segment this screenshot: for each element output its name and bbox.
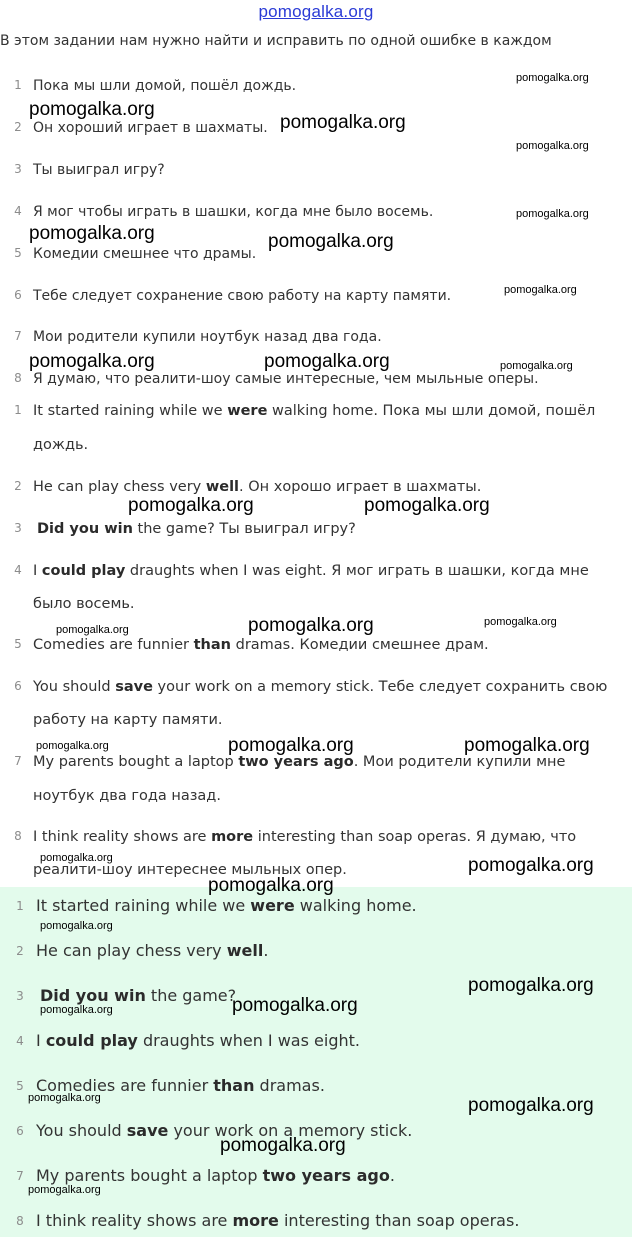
sentence-text: Пока мы шли домой, пошёл дождь. xyxy=(33,78,297,94)
item-number: 4 xyxy=(16,1034,24,1048)
corrected-word: could play xyxy=(45,1031,138,1050)
item-number: 5 xyxy=(16,1079,24,1093)
watermark: pomogalka.org xyxy=(208,875,334,896)
correction-text: I think reality shows are more interesting than soap operas. Я думаю, что xyxy=(33,829,577,845)
watermark: pomogalka.org xyxy=(264,351,390,372)
item-number: 3 xyxy=(14,521,22,535)
watermark: pomogalka.org xyxy=(232,995,358,1016)
corrected-word: than xyxy=(193,637,231,653)
sentence-text: Я мог чтобы играть в шашки, когда мне было восемь. xyxy=(33,204,434,220)
watermark: pomogalka.org xyxy=(36,740,109,752)
watermark: pomogalka.org xyxy=(228,735,354,756)
item-number: 6 xyxy=(14,679,22,693)
item-number: 2 xyxy=(16,944,24,958)
sentence-text: Он хороший играет в шахматы. xyxy=(33,120,268,136)
correction-text-cont: дождь. xyxy=(33,437,89,453)
corrected-word: were xyxy=(250,896,295,915)
sentence-text: Комедии смешнее что драмы. xyxy=(33,246,257,262)
correction-text-cont: работу на карту памяти. xyxy=(33,712,223,728)
sentence-text: Я думаю, что реалити-шоу самые интересные, чем мыльные оперы. xyxy=(33,371,539,387)
item-number: 8 xyxy=(16,1214,24,1228)
watermark: pomogalka.org xyxy=(516,72,589,84)
watermark: pomogalka.org xyxy=(516,140,589,152)
watermark: pomogalka.org xyxy=(268,231,394,252)
item-number: 7 xyxy=(16,1169,24,1183)
corrected-word: more xyxy=(232,1211,279,1230)
corrected-word: save xyxy=(115,679,153,695)
watermark: pomogalka.org xyxy=(40,852,113,864)
watermark: pomogalka.org xyxy=(56,624,129,636)
watermark: pomogalka.org xyxy=(504,284,577,296)
item-number: 7 xyxy=(14,329,22,343)
watermark: pomogalka.org xyxy=(364,495,490,516)
site-header-link[interactable]: pomogalka.org xyxy=(258,2,374,21)
item-number: 6 xyxy=(14,288,22,302)
answer-text: You should save your work on a memory stick. xyxy=(36,1121,413,1140)
correction-text-cont: было восемь. xyxy=(33,596,135,612)
watermark: pomogalka.org xyxy=(500,360,573,372)
corrected-word: could play xyxy=(41,563,126,579)
correction-text-cont: реалити-шоу интереснее мыльных опер. xyxy=(33,862,347,878)
answer-text: I think reality shows are more interesting than soap operas. xyxy=(36,1211,520,1230)
watermark: pomogalka.org xyxy=(484,616,557,628)
watermark: pomogalka.org xyxy=(464,735,590,756)
sentence-text: Тебе следует сохранение свою работу на карту памяти. xyxy=(33,288,452,304)
item-number: 6 xyxy=(16,1124,24,1138)
correction-text: He can play chess very well. Он хорошо играет в шахматы. xyxy=(33,479,482,495)
watermark: pomogalka.org xyxy=(29,223,155,244)
sentence-text: Ты выиграл игру? xyxy=(33,162,165,178)
watermark: pomogalka.org xyxy=(468,1095,594,1116)
item-number: 1 xyxy=(14,78,22,92)
answer-text: He can play chess very well. xyxy=(36,941,269,960)
corrected-word: save xyxy=(126,1121,169,1140)
watermark: pomogalka.org xyxy=(468,855,594,876)
item-number: 1 xyxy=(14,403,22,417)
watermark: pomogalka.org xyxy=(248,615,374,636)
corrected-word: well xyxy=(205,479,240,495)
correction-text: It started raining while we were walking home. Пока мы шли домой, пошёл xyxy=(33,403,596,419)
watermark: pomogalka.org xyxy=(280,112,406,133)
watermark: pomogalka.org xyxy=(40,920,113,932)
answer-text: Did you win the game? xyxy=(40,986,237,1005)
correction-text: Did you win the game? Ты выиграл игру? xyxy=(37,521,356,537)
watermark: pomogalka.org xyxy=(128,495,254,516)
correction-text: You should save your work on a memory stick. Тебе следует сохранить свою xyxy=(33,679,608,695)
watermark: pomogalka.org xyxy=(40,1004,113,1016)
watermark: pomogalka.org xyxy=(29,351,155,372)
task-intro: В этом задании нам нужно найти и исправить по одной ошибке в каждом xyxy=(0,33,552,49)
corrected-word: than xyxy=(213,1076,255,1095)
corrected-word: well xyxy=(226,941,264,960)
corrected-word: Did you win xyxy=(37,521,133,537)
answer-text: Comedies are funnier than dramas. xyxy=(36,1076,325,1095)
corrected-word: were xyxy=(227,403,268,419)
corrected-word: two years ago xyxy=(262,1166,390,1185)
item-number: 4 xyxy=(14,563,22,577)
answer-text: I could play draughts when I was eight. xyxy=(36,1031,360,1050)
answer-text: It started raining while we were walking home. xyxy=(36,896,417,915)
watermark: pomogalka.org xyxy=(28,1092,101,1104)
corrected-word: more xyxy=(211,829,254,845)
item-number: 3 xyxy=(16,989,24,1003)
correction-text: My parents bought a laptop two years ago. Мои родители купили мне xyxy=(33,754,566,770)
item-number: 8 xyxy=(14,829,22,843)
watermark: pomogalka.org xyxy=(516,208,589,220)
corrected-word: Did you win xyxy=(40,986,146,1005)
watermark: pomogalka.org xyxy=(468,975,594,996)
corrected-word: two years ago xyxy=(238,754,354,770)
item-number: 5 xyxy=(14,246,22,260)
watermark: pomogalka.org xyxy=(29,99,155,120)
item-number: 7 xyxy=(14,754,22,768)
item-number: 3 xyxy=(14,162,22,176)
correction-text-cont: ноутбук два года назад. xyxy=(33,788,221,804)
answer-text: My parents bought a laptop two years ago. xyxy=(36,1166,395,1185)
watermark: pomogalka.org xyxy=(28,1184,101,1196)
item-number: 2 xyxy=(14,120,22,134)
watermark: pomogalka.org xyxy=(220,1135,346,1156)
item-number: 1 xyxy=(16,899,24,913)
sentence-text: Мои родители купили ноутбук назад два года. xyxy=(33,329,382,345)
correction-text: Comedies are funnier than dramas. Комедии смешнее драм. xyxy=(33,637,489,653)
correction-text: I could play draughts when I was eight. Я мог играть в шашки, когда мне xyxy=(33,563,589,579)
item-number: 8 xyxy=(14,371,22,385)
item-number: 5 xyxy=(14,637,22,651)
item-number: 4 xyxy=(14,204,22,218)
item-number: 2 xyxy=(14,479,22,493)
